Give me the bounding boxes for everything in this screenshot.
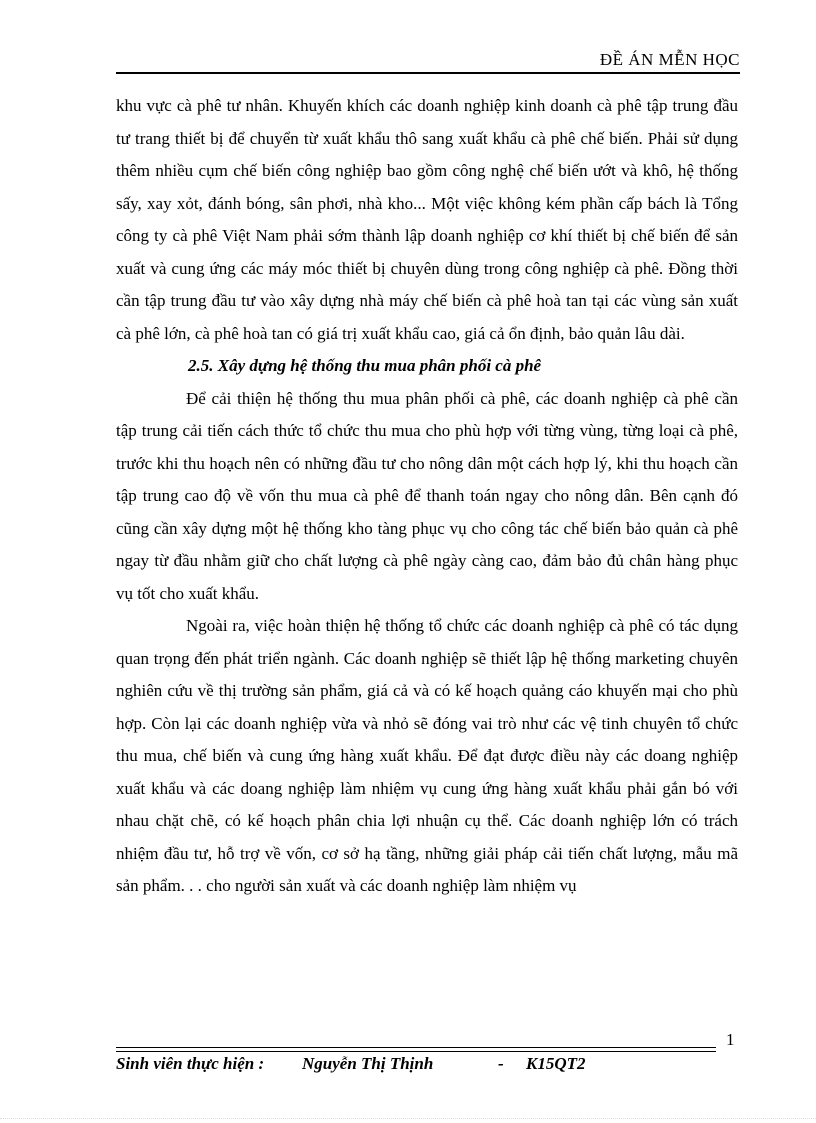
paragraph-1: khu vực cà phê tư nhân. Khuyến khích các doanh nghiệp kinh doanh cà phê tập trung đầu tư trang thiết bị để chuyển từ xuất khẩu thô sang xuất khẩu cà phê chế biến. Phải sử dụng thêm nhiều cụm chế biến công nghiệp bao gồm công nghệ chế biến ướt và khô, hệ thống sấy, xay xỏt, đánh bóng, sân phơi, nhà kho... Một việc không kém phần cấp bách là Tổng công ty cà phê Việt Nam phải sớm thành lập doanh nghiệp cơ khí thiết bị chế biến để sản xuất và cung ứng các máy móc thiết bị chuyên dùng trong công nghiệp cà phê. Đồng thời cần tập trung đầu tư vào xây dựng nhà máy chế biến cà phê hoà tan tại các vùng sản xuất cà phê lớn, cà phê hoà tan có giá trị xuất khẩu cao, giá cả ổn định, bảo quản lâu dài.	[116, 96, 738, 343]
footer-student-name: Nguyễn Thị Thịnh	[302, 1054, 434, 1073]
footer-class-code: K15QT2	[526, 1054, 586, 1073]
page-number: 1	[726, 1030, 735, 1049]
page-header	[116, 46, 740, 74]
paragraph-2: Để cải thiện hệ thống thu mua phân phối cà phê, các doanh nghiệp cà phê cần tập trung cải tiến cách thức tổ chức thu mua cho phù hợp với từng vùng, từng loại cà phê, trước khi thu hoạch nên có những đầu tư cho nông dân một cách hợp lý, khi thu hoạch cần tập trung cao độ về vốn thu mua cà phê để thanh toán ngay cho nông dân. Bên cạnh đó cũng cần xây dựng một hệ thống kho tàng phục vụ cho công tác chế biến bảo quản cà phê ngay từ đầu nhằm giữ cho chất lượng cà phê ngày càng cao, đảm bảo đủ chân hàng phục vụ tốt cho xuất khẩu.	[116, 388, 738, 603]
footer-label: Sinh viên thực hiện :	[116, 1054, 265, 1073]
document-body	[116, 90, 738, 903]
footer-dash: -	[498, 1054, 504, 1073]
paragraph-3: Ngoài ra, việc hoàn thiện hệ thống tổ chức các doanh nghiệp cà phê có tác dụng quan trọng đến phát triển ngành. Các doanh nghiệp sẽ thiết lập hệ thống marketing chuyên nghiên cứu về thị trường sản phẩm, giá cả và có kế hoạch quảng cáo khuyến mại cho phù hợp. Còn lại các doanh nghiệp vừa và nhỏ sẽ đóng vai trò như các vệ tinh chuyên tổ chức thu mua, chế biến và cung ứng hàng xuất khẩu. Để đạt được điều này các doang nghiệp xuất khẩu và các doang nghiệp làm nhiệm vụ cung ứng hàng xuất khẩu phải gắn bó với nhau chặt chẽ, có kế hoạch phân chia lợi nhuận cụ thể. Các doanh nghiệp lớn có trách nhiệm đầu tư, hỗ trợ về vốn, cơ sở hạ tầng, những giải pháp cải tiến chất lượng, mẫu mã sản phẩm. . . cho người sản xuất và các doanh nghiệp làm nhiệm vụ	[116, 616, 738, 895]
section-heading: 2.5. Xây dựng hệ thống thu mua phân phối cà phê	[188, 356, 542, 375]
page-footer	[116, 1054, 586, 1074]
header-title: ĐỀ ÁN MỄN HỌC	[599, 50, 740, 69]
footer-divider	[116, 1047, 716, 1052]
page-bottom-edge	[0, 1118, 816, 1119]
